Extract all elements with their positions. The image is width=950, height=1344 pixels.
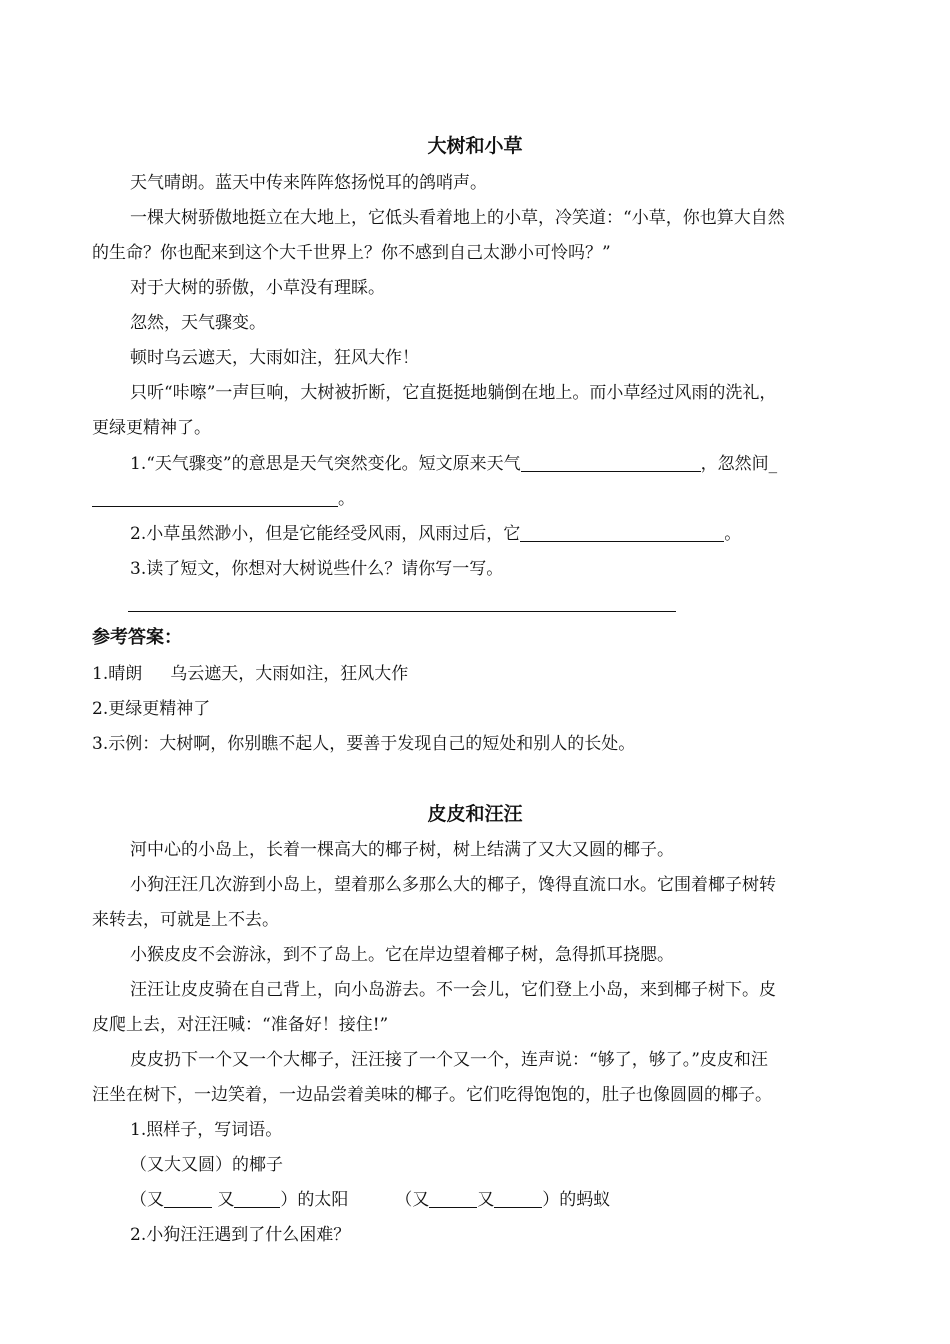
story2-paragraph: 来转去，可就是上不去。 <box>92 910 279 930</box>
fill-text: ）的蚂蚁 <box>542 1190 611 1210</box>
story2-question-1: 1.照样子，写词语。 <box>130 1120 283 1140</box>
answer-1-part: 1.晴朗 <box>92 664 143 684</box>
story2-paragraph: 皮爬上去，对汪汪喊：“准备好！接住!” <box>92 1015 389 1035</box>
story2-paragraph: 小猴皮皮不会游泳，到不了岛上。它在岸边望着椰子树，急得抓耳挠腮。 <box>130 945 674 965</box>
answer-blank[interactable] <box>494 1189 542 1208</box>
question-1-text: 1.“天气骤变”的意思是天气突然变化。短文原来天气 <box>130 454 521 474</box>
answer-2: 2.更绿更精神了 <box>92 699 211 719</box>
word-example: （又大又圆）的椰子 <box>130 1155 283 1175</box>
story2-paragraph: 皮皮扔下一个又一个大椰子，汪汪接了一个又一个，连声说：“够了，够了。”皮皮和汪 <box>130 1050 768 1070</box>
answer-1 <box>92 662 870 686</box>
answer-blank[interactable] <box>164 1189 212 1208</box>
answer-blank[interactable] <box>520 523 724 542</box>
answer-blank[interactable] <box>234 1189 280 1208</box>
story1-paragraph: 更绿更精神了。 <box>92 418 211 438</box>
story1-paragraph: 只听“咔嚓”一声巨响，大树被折断，它直挺挺地躺倒在地上。而小草经过风雨的洗礼， <box>130 383 777 403</box>
answer-blank[interactable] <box>521 453 701 472</box>
story1-paragraph: 忽然，天气骤变。 <box>130 313 266 333</box>
word-fill-row <box>130 1188 870 1212</box>
story1-paragraph: 一棵大树骄傲地挺立在大地上，它低头看着地上的小草，冷笑道：“小草，你也算大自然 <box>130 208 785 228</box>
question-2 <box>130 522 870 546</box>
answer-1-part: 乌云遮天，大雨如注，狂风大作 <box>170 664 409 684</box>
answer-3: 3.示例：大树啊，你别瞧不起人，要善于发现自己的短处和别人的长处。 <box>92 734 636 754</box>
fill-text: （又 <box>395 1190 430 1210</box>
fill-text: 又 <box>217 1190 235 1210</box>
story2-paragraph: 小狗汪汪几次游到小岛上，望着那么多那么大的椰子，馋得直流口水。它围着椰子树转 <box>130 875 776 895</box>
story1-paragraph: 的生命？你也配来到这个大千世界上？你不感到自己太渺小可怜吗？” <box>92 243 611 263</box>
question-2-end: 。 <box>724 524 742 544</box>
story2-paragraph: 汪汪让皮皮骑在自己背上，向小岛游去。不一会儿，它们登上小岛，来到椰子树下。皮 <box>130 980 776 1000</box>
fill-text: （又 <box>130 1190 164 1210</box>
answer-blank[interactable] <box>429 1189 477 1208</box>
answer-writing-line[interactable] <box>128 611 676 612</box>
answer-blank[interactable] <box>92 488 338 507</box>
question-1-continued <box>92 487 870 511</box>
story2-title: 皮皮和汪汪 <box>427 803 523 825</box>
fill-text: ）的太阳 <box>280 1190 349 1210</box>
story1-paragraph: 天气晴朗。蓝天中传来阵阵悠扬悦耳的鸽哨声。 <box>130 173 487 193</box>
story1-paragraph: 顿时乌云遮天，大雨如注，狂风大作！ <box>130 348 419 368</box>
story2-paragraph: 河中心的小岛上，长着一棵高大的椰子树，树上结满了又大又圆的椰子。 <box>130 840 674 860</box>
question-1 <box>130 452 870 476</box>
question-1-end: 。 <box>338 489 355 509</box>
question-1-text: ，忽然间_ <box>700 454 778 474</box>
story1-paragraph: 对于大树的骄傲，小草没有理睬。 <box>130 278 385 298</box>
story1-title: 大树和小草 <box>427 135 523 157</box>
answers-heading: 参考答案： <box>92 627 182 648</box>
story2-paragraph: 汪坐在树下，一边笑着，一边品尝着美味的椰子。它们吃得饱饱的，肚子也像圆圆的椰子。 <box>92 1085 772 1105</box>
question-3: 3.读了短文，你想对大树说些什么？请你写一写。 <box>130 559 504 579</box>
question-2-text: 2.小草虽然渺小，但是它能经受风雨，风雨过后，它 <box>130 524 521 544</box>
fill-text: 又 <box>477 1190 495 1210</box>
story2-question-2: 2.小狗汪汪遇到了什么困难？ <box>130 1225 351 1245</box>
